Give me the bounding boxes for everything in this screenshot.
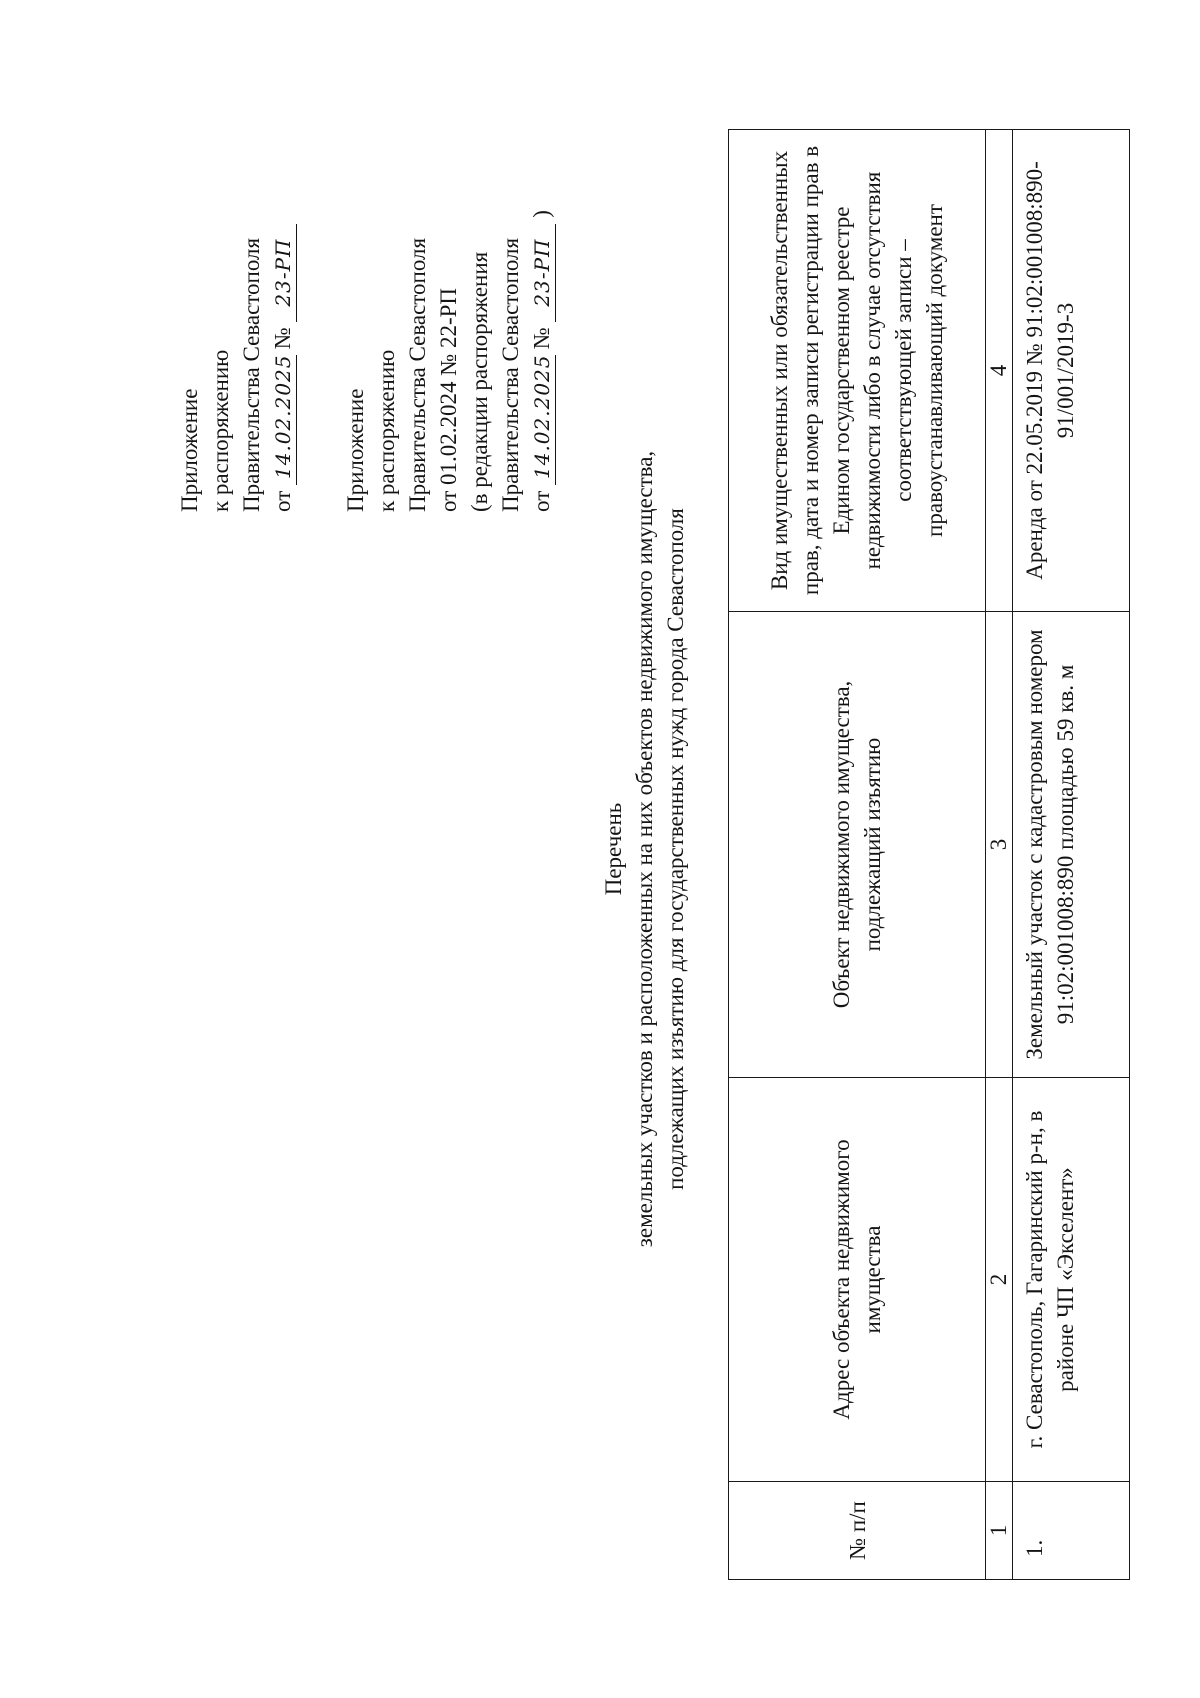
title-line2: подлежащих изъятию для государственных нужд города Севастополя xyxy=(663,508,688,1190)
column-number: 1 xyxy=(986,1482,1013,1580)
appendix-current-line1: Приложение xyxy=(177,388,202,512)
header-rights: Вид имущественных или обязательственных прав, дата и номер записи регистрации прав в Едином государственном реестре недвижимости либо в случае отсутствия соответствующей записи – правоустанавливающий документ xyxy=(729,130,986,612)
closing-parenthesis: ) xyxy=(529,210,554,218)
handwritten-date: 14.02.2025 xyxy=(529,355,556,485)
appendix-original-line1: Приложение xyxy=(343,388,368,512)
handwritten-date: 14.02.2025 xyxy=(270,355,297,485)
appendix-original-line2: к распоряжению xyxy=(374,349,399,512)
table-row xyxy=(1013,130,1130,1580)
column-number: 4 xyxy=(986,130,1013,612)
appendix-original-date-line xyxy=(526,210,557,512)
date-prefix: от xyxy=(529,490,554,512)
appendix-original-line4: от 01.02.2024 № 22-РП xyxy=(436,287,461,512)
number-prefix: № xyxy=(270,327,295,350)
appendix-original-line3: Правительства Севастополя xyxy=(405,237,430,512)
appendix-original-line6: Правительства Севастополя xyxy=(498,237,523,512)
appendix-current-block xyxy=(174,224,298,512)
appendix-original-line5: (в редакции распоряжения xyxy=(467,251,492,512)
date-prefix: от xyxy=(270,490,295,512)
header-address: Адрес объекта недвижимого имущества xyxy=(729,1078,986,1482)
title-line1: земельных участков и расположенных на них объектов недвижимого имущества, xyxy=(632,450,657,1248)
column-numbers-row xyxy=(986,130,1013,1580)
cell-rights: Аренда от 22.05.2019 № 91:02:001008:890-91/001/2019-3 xyxy=(1013,130,1130,612)
cell-object: Земельный участок с кадастровым номером 91:02:001008:890 площадью 59 кв. м xyxy=(1013,612,1130,1078)
handwritten-number: 23-РП xyxy=(270,224,297,322)
document-title xyxy=(598,0,691,1698)
column-number: 2 xyxy=(986,1078,1013,1482)
column-number: 3 xyxy=(986,612,1013,1078)
appendix-current-line2: к распоряжению xyxy=(208,349,233,512)
cell-address: г. Севастополь, Гагаринский р-н, в районе ЧП «Экселент» xyxy=(1013,1078,1130,1482)
header-object: Объект недвижимого имущества, подлежащий изъятию xyxy=(729,612,986,1078)
cell-number: 1. xyxy=(1013,1482,1130,1580)
property-table xyxy=(728,129,1130,1580)
number-prefix: № xyxy=(529,327,554,350)
appendix-current-date-line xyxy=(267,224,298,512)
appendix-original-block xyxy=(340,210,557,512)
appendix-current-line3: Правительства Севастополя xyxy=(239,237,264,512)
handwritten-number: 23-РП xyxy=(529,224,556,322)
title-heading: Перечень xyxy=(601,802,626,896)
header-number: № п/п xyxy=(729,1482,986,1580)
table-header-row xyxy=(729,130,986,1580)
